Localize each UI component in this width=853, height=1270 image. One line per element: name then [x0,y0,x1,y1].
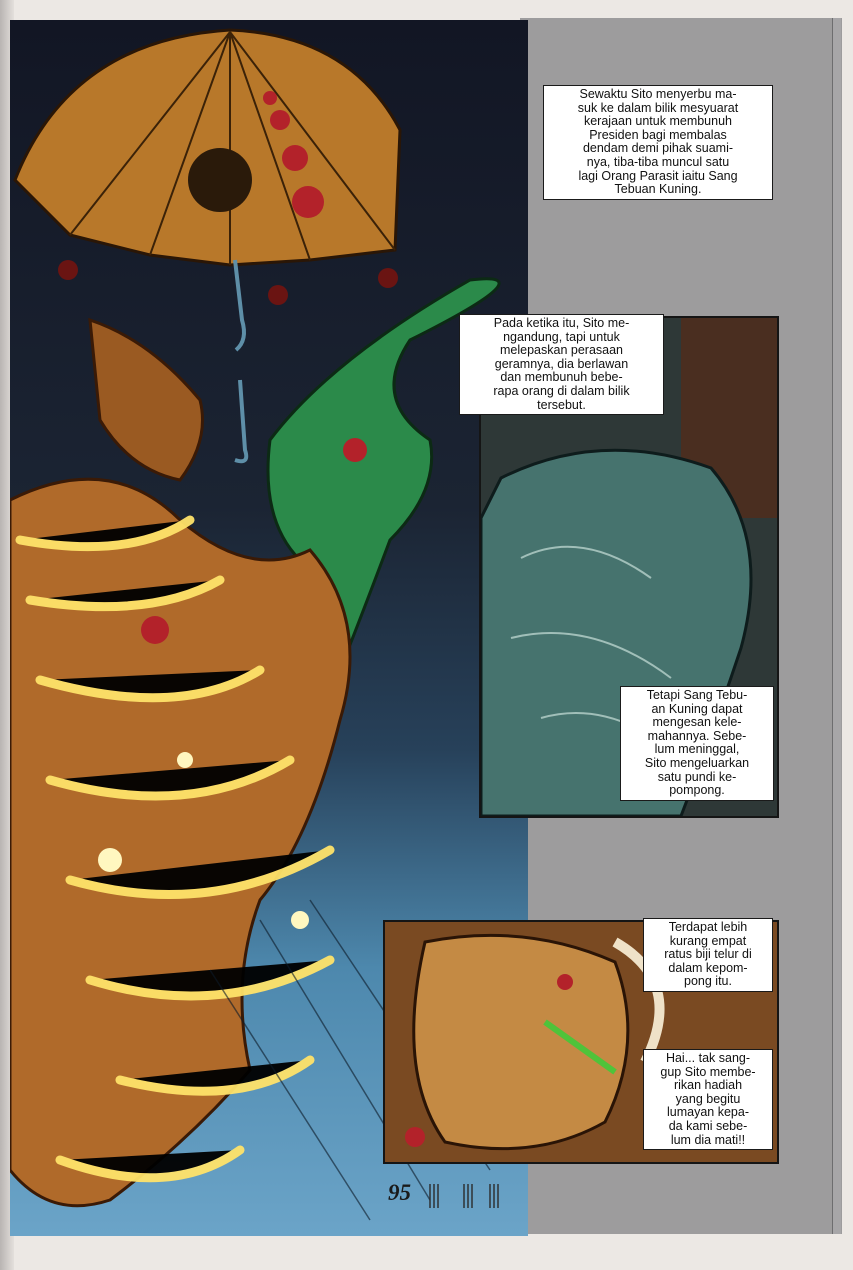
print-marks [420,1180,520,1210]
caption-box: Hai... tak sang- gup Sito membe- rikan hadiah yang begitu lumayan kepa- da kami sebe- lum dia mati!! [643,1049,773,1150]
page-number: 95 [388,1180,411,1205]
caption-box: Pada ketika itu, Sito me- ngandung, tapi untuk melepaskan perasaan geramnya, dia berlawan dan membunuh bebe- rapa orang di dalam bilik tersebut. [459,314,664,415]
caption-box: Tetapi Sang Tebu- an Kuning dapat mengesan kele- mahannya. Sebe- lum meninggal, Sito mengeluarkan satu pundi ke- pompong. [620,686,774,801]
umbrella-illustration [15,30,400,265]
caption-box: Terdapat lebih kurang empat ratus biji telur di dalam kepom- pong itu. [643,918,773,992]
caption-box: Sewaktu Sito menyerbu ma- suk ke dalam bilik mesyuarat kerajaan untuk membunuh Presiden bagi membalas dendam demi pihak suami- nya, tiba-tiba muncul satu lagi Orang Parasit iaitu Sang Tebuan Kuning. [543,85,773,200]
page-edge [832,18,841,1234]
